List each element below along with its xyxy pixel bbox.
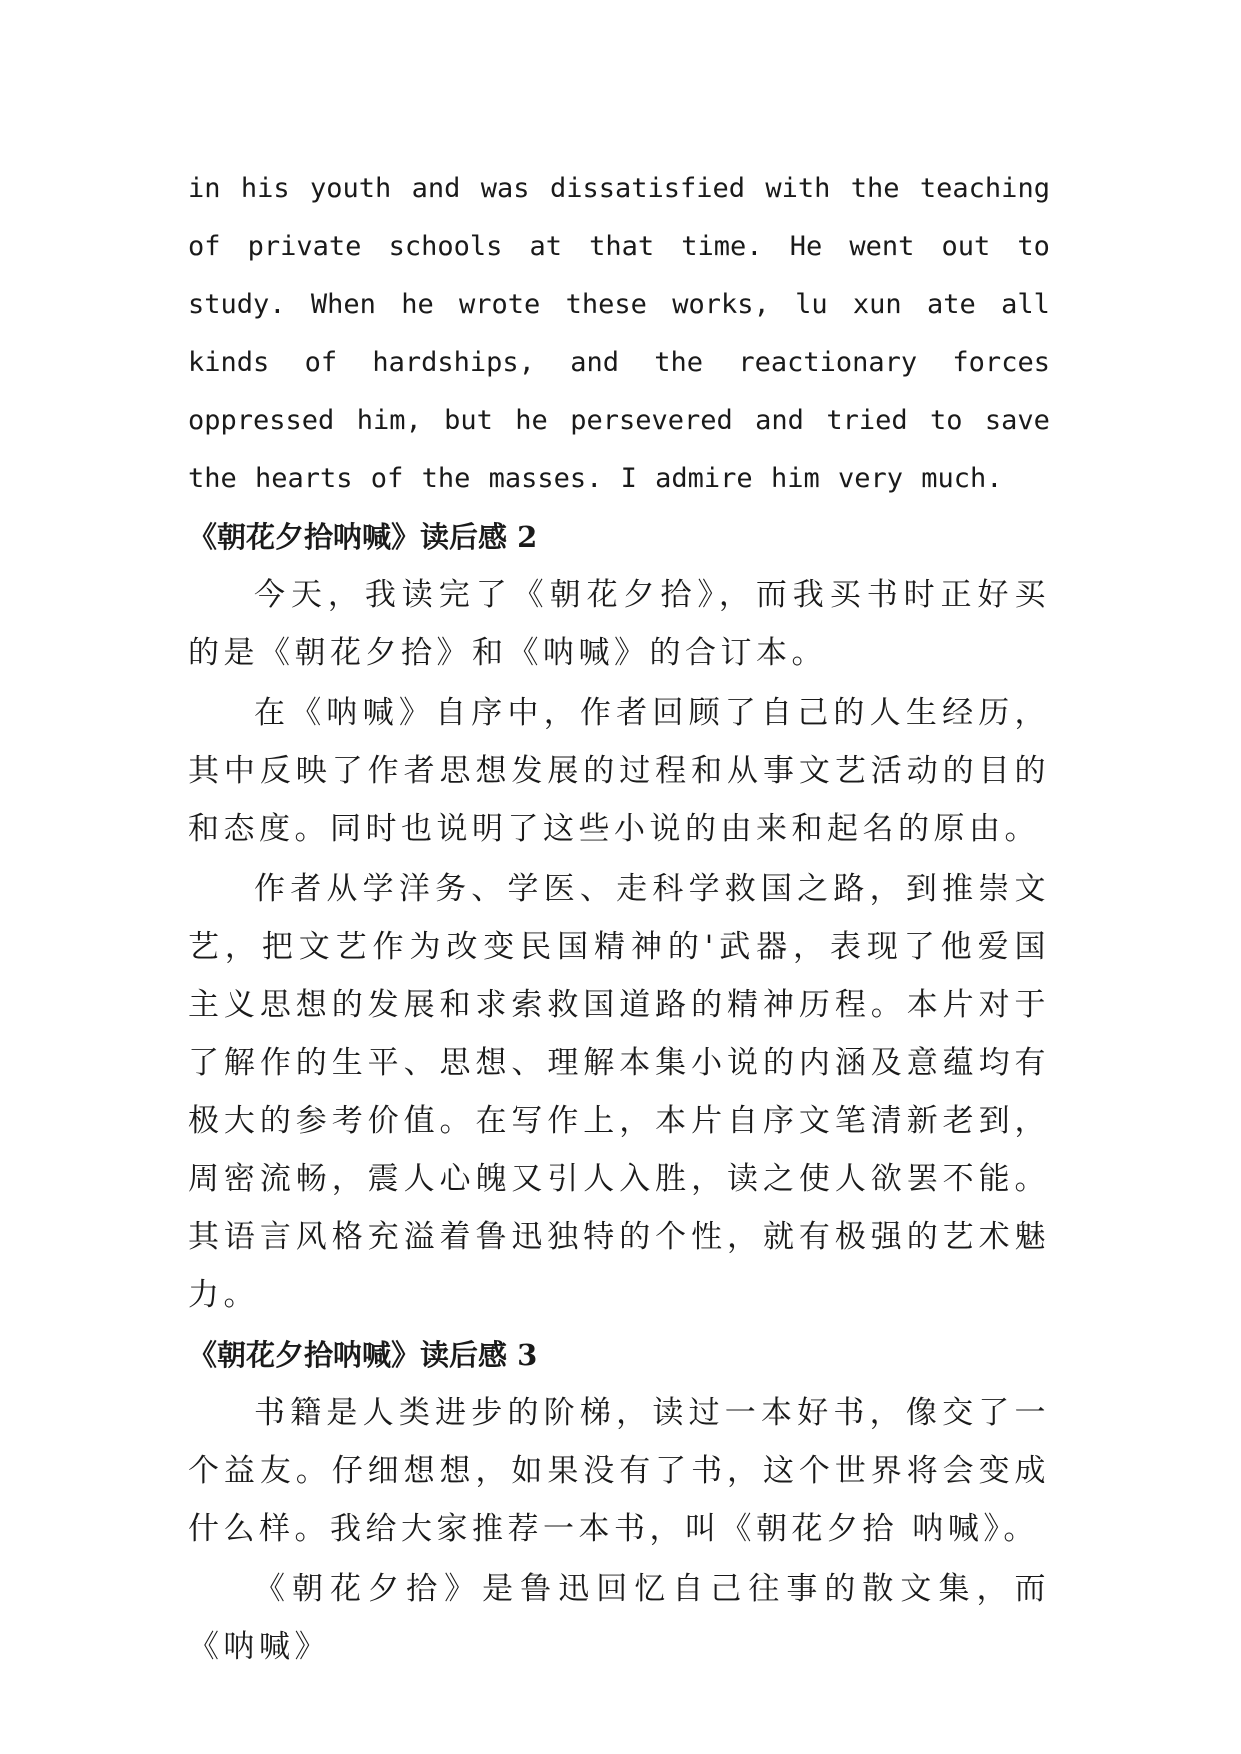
paragraph: 《朝花夕拾》是鲁迅回忆自己往事的散文集，而《呐喊》 [188,1571,1050,1665]
word: and [411,173,461,204]
section-heading: 《朝花夕拾呐喊》读后感 2 [188,520,538,554]
word: out [941,231,991,262]
word: these [565,289,647,320]
word: works, [672,289,770,320]
word: of [304,347,338,378]
word: in [188,173,221,204]
word: the [654,347,704,378]
text-line-content [188,392,1050,450]
text-line-content [188,160,1050,218]
text-line [188,450,1050,508]
word: he [401,289,434,320]
word: dissatisfied [549,173,746,204]
word: time. [681,231,763,262]
word: He [789,231,823,262]
word: youth [310,173,392,204]
word: persevered [570,405,733,436]
section-2 [188,508,1050,1324]
text-line [188,218,1050,276]
word: that [589,231,655,262]
word: schools [388,231,503,262]
word: tried [826,405,908,436]
english-continuation [188,160,1050,508]
word: him, [356,405,422,436]
text-line [188,392,1050,450]
word: and [570,347,619,378]
text-line-content: the hearts of the masses. I admire him very much. [188,463,1003,494]
word: with [765,173,831,204]
paragraph: 作者从学洋务、学医、走科学救国之路，到推崇文艺，把文艺作为改变民国精神的'武器，表现了他爱国主义思想的发展和求索救国道路的精神历程。本片对于了解作的生平、思想、理解本集小说的内涵及意蕴均有极大的参考价值。在写作上，本片自序文笔清新老到，周密流畅，震人心魄又引人入胜，读之使人欲罢不能。其语言风格充溢着鲁迅独特的个性，就有极强的艺术魅力。 [188,871,1050,1313]
word: to [1017,231,1050,262]
word: the [850,173,900,204]
text-line-content [188,276,1050,334]
word: xun [852,289,902,320]
text-line [188,276,1050,334]
word: When [310,289,376,320]
section-3 [188,1326,1050,1676]
word: wrote [459,289,541,320]
word: but [444,405,493,436]
word: oppressed [188,405,335,436]
word: forces [952,347,1050,378]
word: of [188,231,221,262]
word: kinds [188,347,270,378]
word: at [529,231,562,262]
word: study. [188,289,286,320]
word: teaching [919,173,1050,204]
word: reactionary [738,347,918,378]
section-heading: 《朝花夕拾呐喊》读后感 3 [188,1338,538,1372]
text-line-content [188,218,1050,276]
word: private [247,231,362,262]
text-line-content [188,334,1050,392]
word: was [480,173,530,204]
paragraph: 今天，我读完了《朝花夕拾》，而我买书时正好买的是《朝花夕拾》和《呐喊》的合订本。 [188,577,1050,671]
word: went [849,231,915,262]
word: he [515,405,548,436]
word: his [240,173,290,204]
word: ate [927,289,976,320]
word: all [1001,289,1050,320]
word: and [755,405,804,436]
document-body [188,160,1050,1678]
text-line [188,160,1050,218]
word: to [930,405,963,436]
paragraph: 在《呐喊》自序中，作者回顾了自己的人生经历，其中反映了作者思想发展的过程和从事文艺活动的目的和态度。同时也说明了这些小说的由来和起名的原由。 [188,695,1050,847]
word: save [984,405,1050,436]
text-line [188,334,1050,392]
word: lu [795,289,828,320]
paragraph: 书籍是人类进步的阶梯，读过一本好书，像交了一个益友。仔细想想，如果没有了书，这个世界将会变成什么样。我给大家推荐一本书，叫《朝花夕拾 呐喊》。 [188,1395,1050,1547]
word: hardships, [372,347,535,378]
